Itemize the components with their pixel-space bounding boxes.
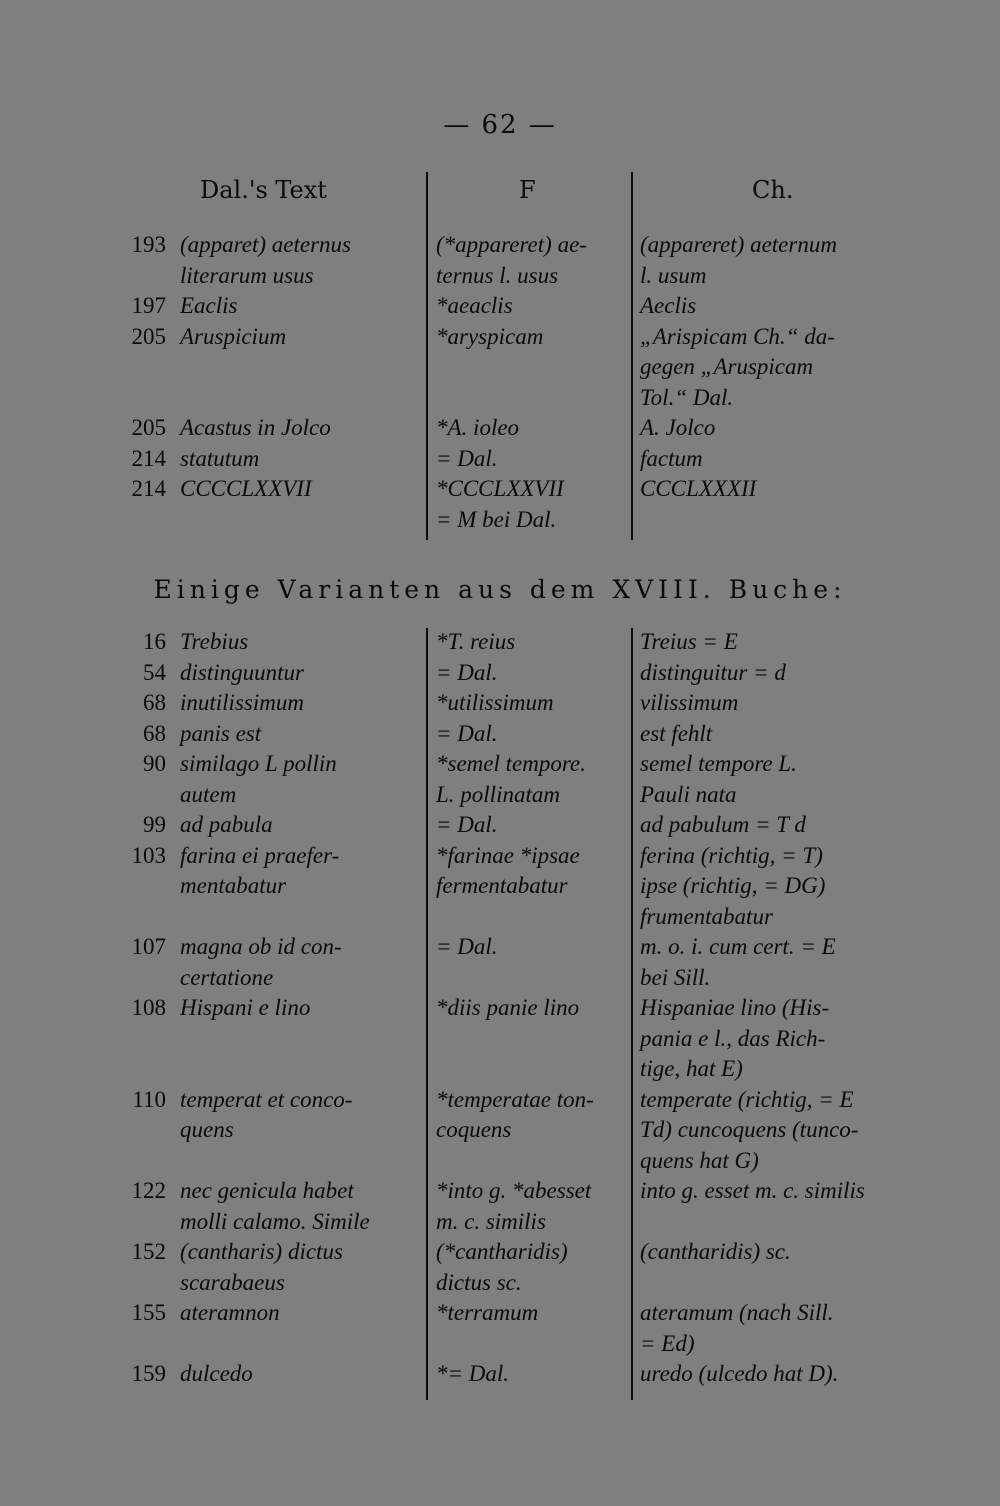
f-variant-cell: *semel tempore. L. pollinatam	[436, 751, 586, 807]
f-variant-cell: *utilissimum	[436, 690, 554, 715]
dal-text-cell: temperat et conco- quens	[180, 1086, 353, 1142]
ch-variant-cell: ad pabulum = T d	[640, 812, 806, 837]
f-variant-cell: *= Dal.	[436, 1361, 510, 1386]
dal-text-cell: similago L pollin autem	[180, 751, 337, 807]
ch-variant-cell: distinguitur = d	[640, 659, 786, 685]
ch-variant-cell: „Arispicam Ch.“ da- gegen „Aruspicam Tol.“ Dal.	[640, 323, 835, 410]
row-number: 107	[131, 934, 166, 959]
header-f: F	[519, 176, 536, 204]
dal-text-cell: ateramnon	[180, 1300, 280, 1325]
ch-variant-cell: CCCLXXXII	[640, 476, 757, 501]
row-number: 152	[131, 1239, 166, 1264]
row-number: 193	[131, 232, 166, 257]
f-variant-cell: *T. reius	[436, 629, 516, 654]
row-number: 205	[131, 323, 166, 349]
row-number: 90	[143, 751, 166, 776]
column-divider	[631, 172, 633, 540]
page-number: — 62 —	[443, 110, 557, 140]
f-variant-cell: (*appareret) ae- ternus l. usus	[436, 232, 587, 288]
dal-text-cell: inutilissimum	[180, 690, 304, 715]
ch-variant-cell: ateramum (nach Sill. = Ed)	[640, 1300, 834, 1356]
ch-variant-cell: ferina (richtig, = T) ipse (richtig, = DG) frumentabatur	[640, 842, 826, 929]
dal-text-cell: Eaclis	[180, 293, 238, 318]
row-number: 68	[143, 690, 166, 715]
row-number: 110	[132, 1086, 166, 1112]
ch-variant-cell: (cantharidis) sc.	[640, 1239, 791, 1264]
row-number: 197	[131, 293, 166, 318]
dal-text-cell: CCCCLXXVII	[180, 476, 312, 501]
ch-variant-cell: temperate (richtig, = E Td) cuncoquens (tunco- quens hat G)	[640, 1086, 859, 1173]
f-variant-cell: *temperatae ton- coquens	[436, 1086, 594, 1142]
ch-variant-cell: Aeclis	[640, 293, 697, 318]
dal-text-cell: dulcedo	[180, 1361, 253, 1386]
ch-variant-cell: Hispaniae lino (His- pania e l., das Rich- tige, hat E)	[640, 995, 830, 1081]
header-dal-text: Dal.'s Text	[200, 176, 327, 204]
f-variant-cell: = Dal.	[436, 934, 498, 959]
dal-text-cell: Aruspicium	[180, 323, 287, 349]
dal-text-cell: panis est	[180, 720, 262, 746]
f-variant-cell: *terramum	[436, 1300, 539, 1325]
f-variant-cell: = Dal.	[436, 812, 498, 837]
ch-variant-cell: uredo (ulcedo hat D).	[640, 1361, 839, 1386]
dal-text-cell: ad pabula	[180, 812, 273, 837]
ch-variant-cell: (appareret) aeternum l. usum	[640, 232, 837, 288]
column-divider	[426, 172, 428, 540]
ch-variant-cell: A. Jolco	[640, 415, 716, 440]
ch-variant-cell: factum	[640, 445, 703, 471]
dal-text-cell: distinguuntur	[180, 659, 304, 685]
ch-variant-cell: semel tempore L. Pauli nata	[640, 751, 797, 807]
row-number: 122	[131, 1178, 166, 1203]
row-number: 155	[131, 1300, 166, 1325]
ch-variant-cell: Treius = E	[640, 629, 738, 654]
f-variant-cell: = Dal.	[436, 720, 498, 746]
column-divider	[426, 628, 428, 1400]
f-variant-cell: *aryspicam	[436, 323, 544, 349]
dal-text-cell: (apparet) aeternus literarum usus	[180, 232, 351, 288]
ch-variant-cell: into g. esset m. c. similis	[640, 1178, 865, 1203]
f-variant-cell: *CCCLXXVII = M bei Dal.	[436, 476, 564, 532]
dal-text-cell: magna ob id con- certatione	[180, 934, 342, 990]
dal-text-cell: Acastus in Jolco	[180, 415, 331, 440]
f-variant-cell: = Dal.	[436, 445, 498, 471]
f-variant-cell: *aeaclis	[436, 293, 513, 318]
header-ch: Ch.	[752, 176, 794, 204]
f-variant-cell: = Dal.	[436, 659, 498, 685]
row-number: 99	[143, 812, 166, 837]
dal-text-cell: Hispani e lino	[180, 995, 311, 1020]
ch-variant-cell: est fehlt	[640, 720, 713, 746]
ch-variant-cell: m. o. i. cum cert. = E bei Sill.	[640, 934, 836, 990]
f-variant-cell: *into g. *abesset m. c. similis	[436, 1178, 592, 1234]
row-number: 16	[143, 629, 166, 654]
row-number: 214	[131, 445, 166, 471]
f-variant-cell: *A. ioleo	[436, 415, 520, 440]
dal-text-cell: (cantharis) dictus scarabaeus	[180, 1239, 343, 1295]
row-number: 214	[131, 476, 166, 501]
row-number: 205	[131, 415, 166, 440]
row-number: 159	[131, 1361, 166, 1386]
dal-text-cell: farina ei praefer- mentabatur	[180, 842, 340, 898]
row-number: 103	[131, 842, 166, 868]
ch-variant-cell: vilissimum	[640, 690, 739, 715]
dal-text-cell: Trebius	[180, 629, 249, 654]
f-variant-cell: *farinae *ipsae fermentabatur	[436, 842, 580, 898]
f-variant-cell: *diis panie lino	[436, 995, 580, 1020]
row-number: 54	[143, 659, 166, 685]
row-number: 108	[131, 995, 166, 1020]
column-divider	[631, 628, 633, 1400]
row-number: 68	[143, 720, 166, 746]
dal-text-cell: nec genicula habet molli calamo. Simile	[180, 1178, 370, 1234]
dal-text-cell: statutum	[180, 445, 260, 471]
section-heading: Einige Varianten aus dem XVIII. Buche:	[153, 575, 847, 604]
f-variant-cell: (*cantharidis) dictus sc.	[436, 1239, 568, 1295]
